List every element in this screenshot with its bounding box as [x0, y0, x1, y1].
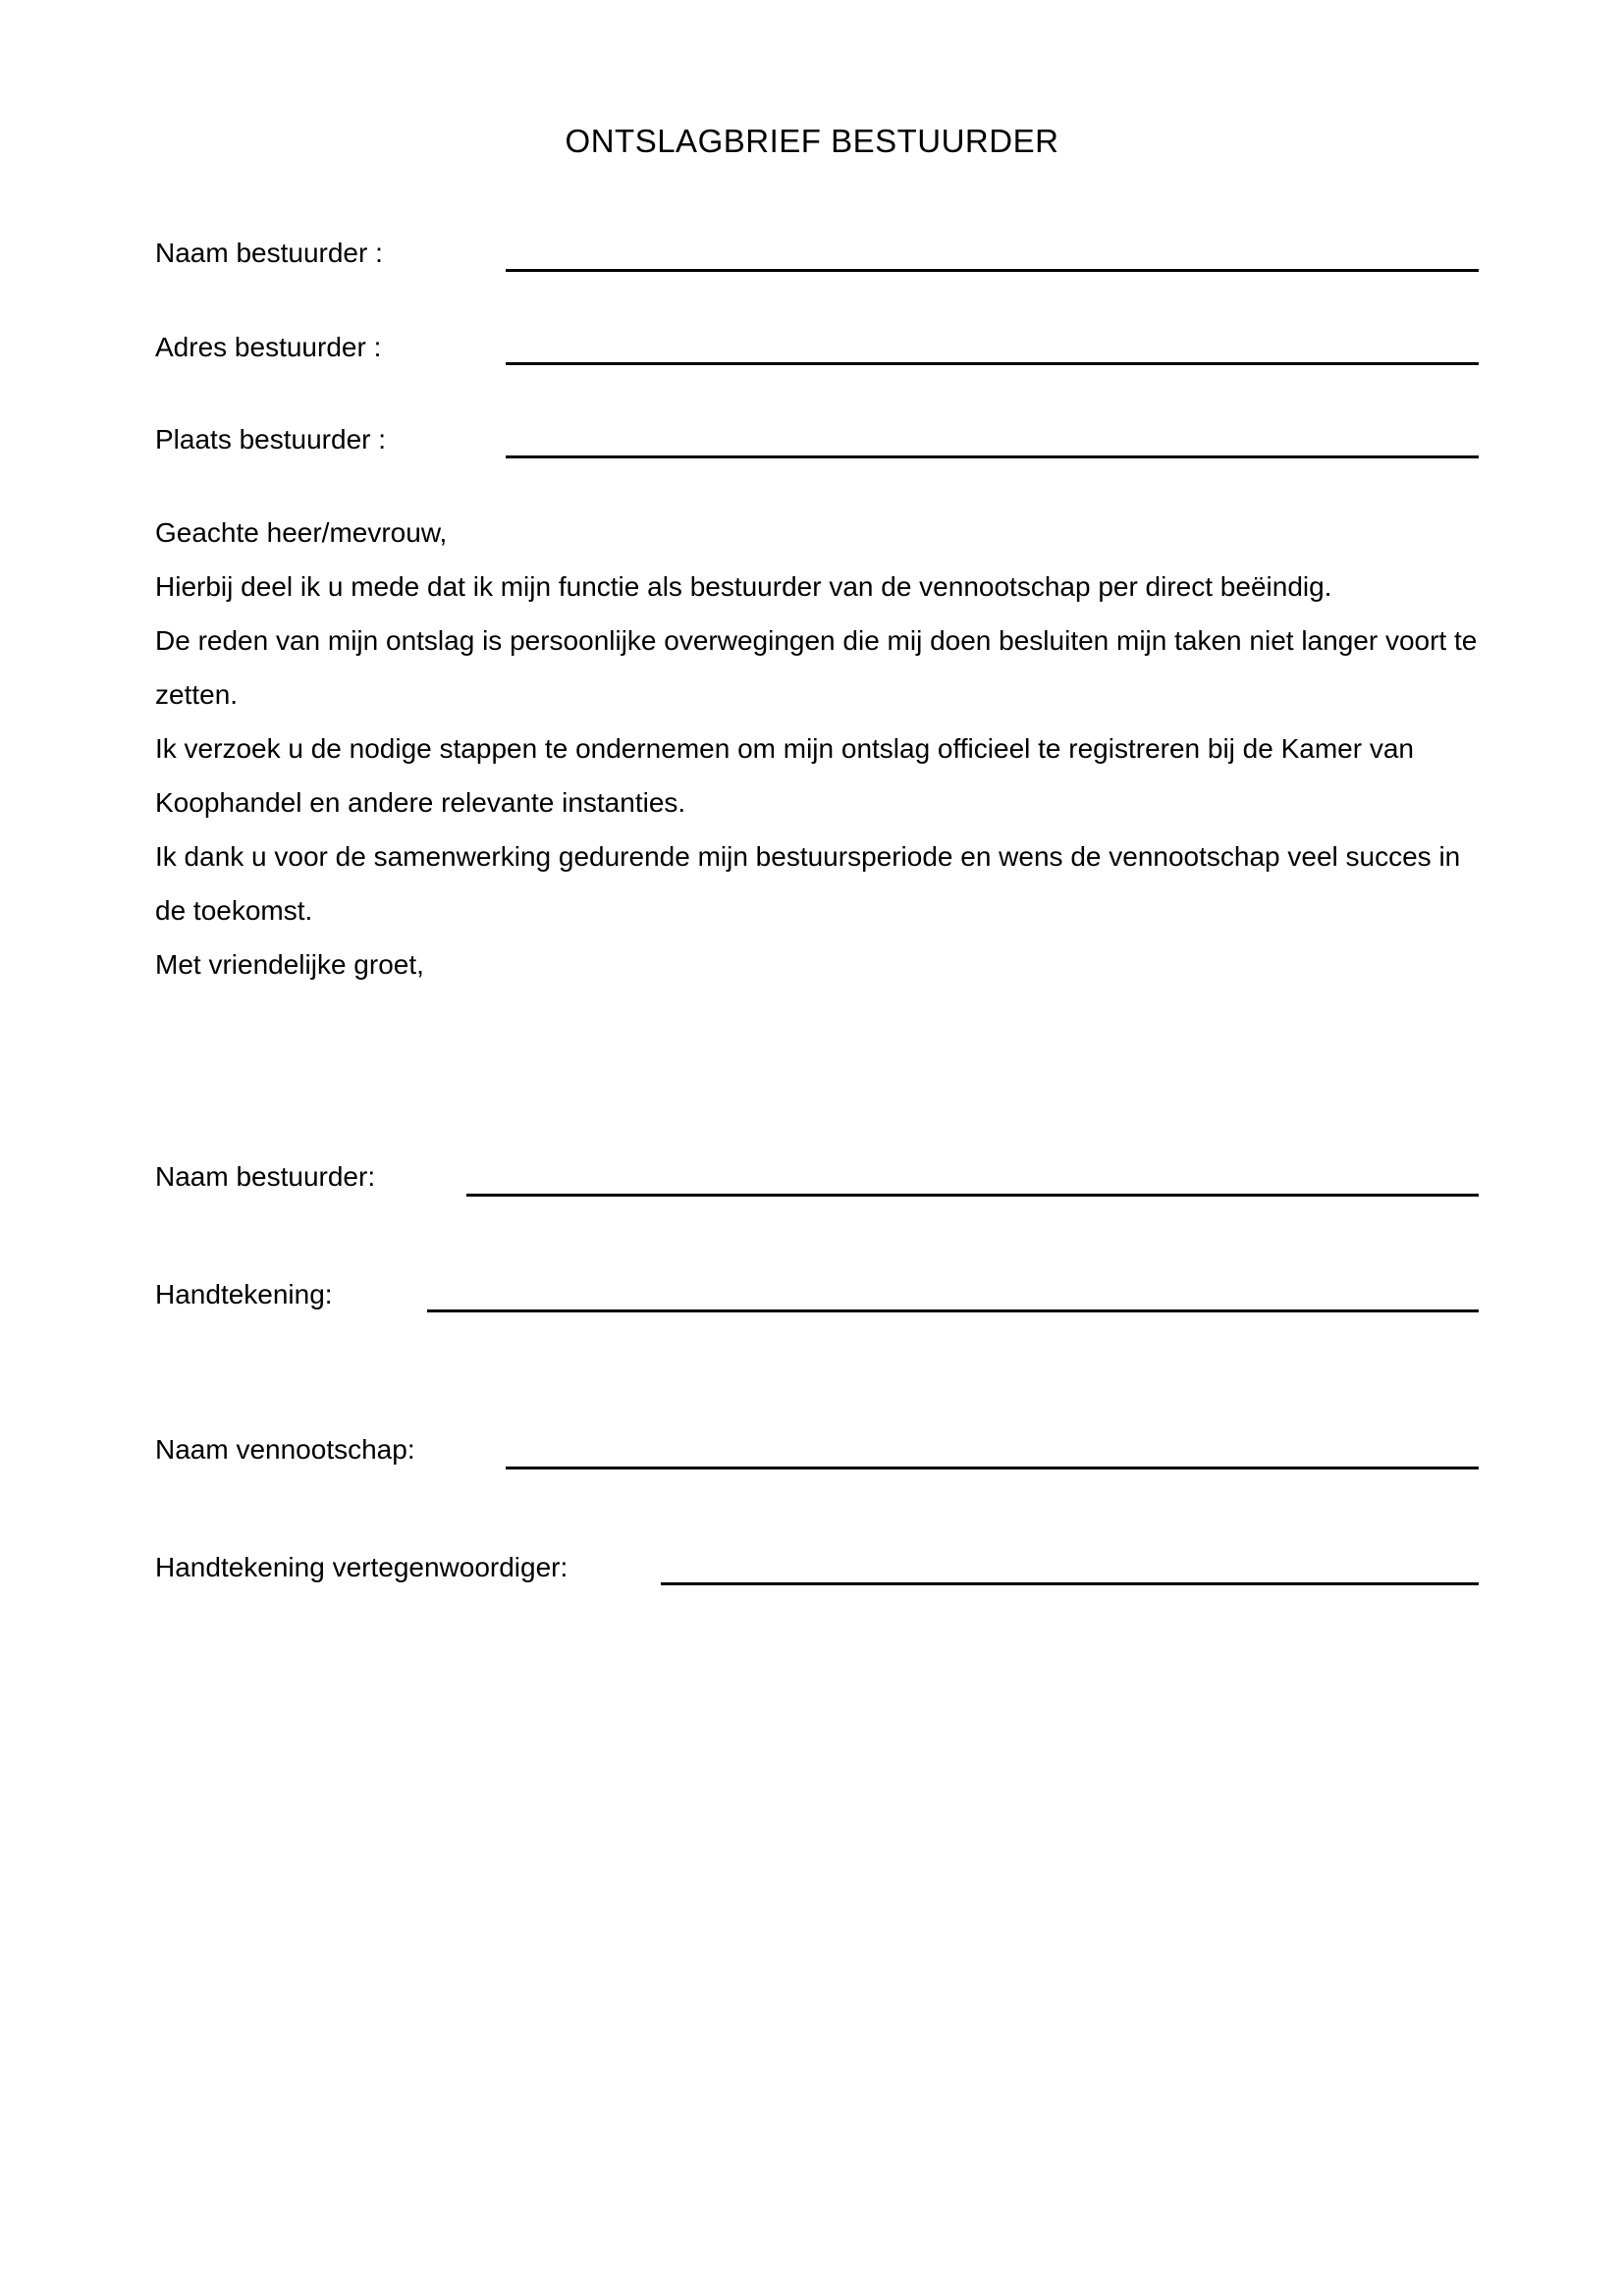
field-line-naam-bestuurder[interactable] — [506, 269, 1479, 272]
signature-label-handtekening: Handtekening: — [155, 1279, 333, 1309]
paragraph-resignation: Hierbij deel ik u mede dat ik mijn functie als bestuurder van de vennootschap per direct beëindig. — [155, 571, 1332, 602]
signature-line-handtekening-vertegenwoordiger[interactable] — [661, 1582, 1479, 1585]
paragraph-reason: De reden van mijn ontslag is persoonlijke overwegingen die mij doen besluiten mijn taken niet langer voort te zetten. — [155, 625, 1478, 710]
field-label-naam-bestuurder: Naam bestuurder : — [155, 238, 383, 268]
letter-body — [155, 506, 1490, 991]
field-label-adres-bestuurder: Adres bestuurder : — [155, 332, 382, 362]
paragraph-thanks: Ik dank u voor de samenwerking gedurende mijn bestuursperiode en wens de vennootschap veel succes in de toekomst. — [155, 841, 1461, 926]
signature-label-naam-bestuurder: Naam bestuurder: — [155, 1161, 376, 1192]
signature-line-naam-bestuurder[interactable] — [466, 1194, 1479, 1197]
paragraph-registration: Ik verzoek u de nodige stappen te ondernemen om mijn ontslag officieel te registreren bij de Kamer van Koophandel en andere relevante instanties. — [155, 733, 1414, 818]
document-title: ONTSLAGBRIEF BESTUURDER — [565, 123, 1059, 159]
field-line-adres-bestuurder[interactable] — [506, 362, 1479, 365]
field-line-plaats-bestuurder[interactable] — [506, 455, 1479, 458]
salutation: Geachte heer/mevrouw, — [155, 517, 448, 548]
signature-line-naam-vennootschap[interactable] — [506, 1467, 1479, 1469]
closing: Met vriendelijke groet, — [155, 949, 424, 980]
field-label-plaats-bestuurder: Plaats bestuurder : — [155, 424, 387, 454]
signature-line-handtekening[interactable] — [427, 1309, 1479, 1312]
signature-label-handtekening-vertegenwoordiger: Handtekening vertegenwoordiger: — [155, 1552, 568, 1582]
signature-label-naam-vennootschap: Naam vennootschap: — [155, 1434, 415, 1465]
